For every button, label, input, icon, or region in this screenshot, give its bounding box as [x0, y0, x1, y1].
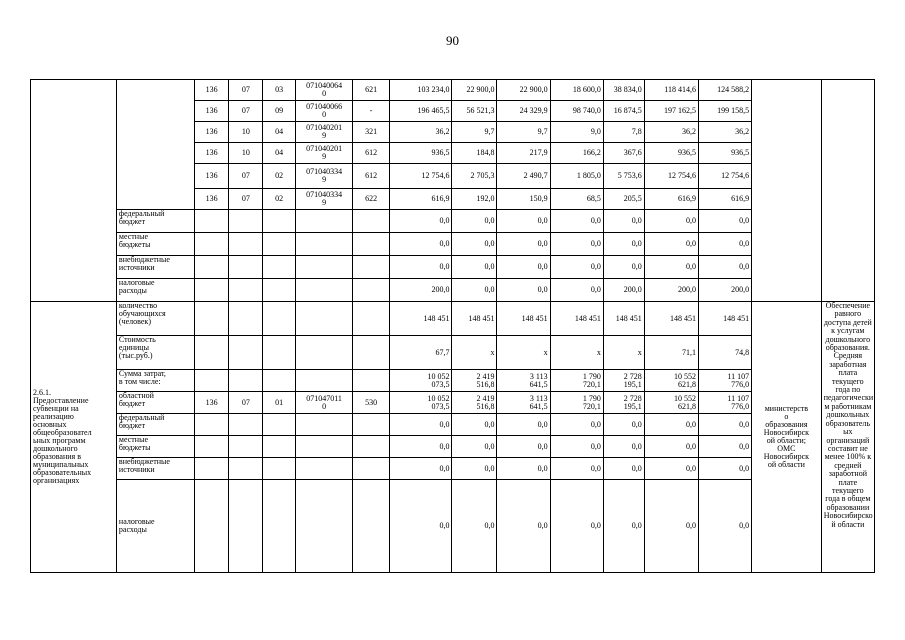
value-y4-cell: 200,0 [603, 279, 644, 302]
code-csr-cell [295, 302, 352, 336]
value-y3-cell: 9,0 [550, 122, 603, 143]
code-vr-cell: 621 [353, 80, 390, 101]
table-row [31, 279, 875, 302]
table-row [31, 210, 875, 233]
value-y5-cell: 0,0 [644, 256, 698, 279]
value-y1-cell: 0,0 [452, 480, 497, 573]
code-rz-cell [229, 480, 263, 573]
value-y1-cell: 2 705,3 [452, 164, 497, 189]
code-pr-cell: 03 [263, 80, 296, 101]
code-csr-cell: 071047011 0 [295, 392, 352, 414]
code-rz-cell [229, 458, 263, 480]
code-gr-cell [194, 458, 229, 480]
value-total-cell: 0,0 [390, 480, 452, 573]
value-y6-cell: 11 107 776,0 [698, 370, 751, 392]
code-csr-cell: 071040201 9 [295, 122, 352, 143]
value-y4-cell: 0,0 [603, 480, 644, 573]
code-gr-cell [194, 336, 229, 370]
table-row [31, 233, 875, 256]
value-y2-cell: 148 451 [497, 302, 550, 336]
value-y6-cell: 0,0 [698, 436, 751, 458]
code-pr-cell: 04 [263, 122, 296, 143]
code-rz-cell [229, 302, 263, 336]
code-csr-cell: 071040064 0 [295, 80, 352, 101]
value-y1-cell: 0,0 [452, 210, 497, 233]
value-y1-cell: x [452, 336, 497, 370]
code-pr-cell [263, 336, 296, 370]
code-pr-cell: 09 [263, 101, 296, 122]
empty-code-cell [295, 233, 352, 256]
code-gr-cell: 136 [194, 164, 229, 189]
code-rz-cell: 10 [229, 122, 263, 143]
code-vr-cell: 622 [353, 189, 390, 210]
empty-code-cell [263, 233, 296, 256]
value-y2-cell: 0,0 [497, 233, 550, 256]
value-y6-cell: 616,9 [698, 189, 751, 210]
code-vr-cell: 530 [353, 392, 390, 414]
value-y6-cell: 936,5 [698, 143, 751, 164]
value-y1-cell: 184,8 [452, 143, 497, 164]
value-y1-cell: 22 900,0 [452, 80, 497, 101]
value-y3-cell: 0,0 [550, 414, 603, 436]
row-label-cell: областной бюджет [116, 392, 194, 414]
empty-code-cell [229, 210, 263, 233]
row-label-cell: внебюджетные источники [116, 458, 194, 480]
code-vr-cell: 612 [353, 143, 390, 164]
code-rz-cell: 07 [229, 164, 263, 189]
empty-code-cell [263, 210, 296, 233]
prev-executor-cell [752, 80, 822, 302]
value-y5-cell: 118 414,6 [644, 80, 698, 101]
table-body [31, 80, 875, 573]
code-csr-cell: 071040334 9 [295, 189, 352, 210]
code-csr-cell: 071040201 9 [295, 143, 352, 164]
code-gr-cell: 136 [194, 392, 229, 414]
value-y6-cell: 0,0 [698, 458, 751, 480]
value-y3-cell: 1 790 720,1 [550, 370, 603, 392]
row-label-cell: местные бюджеты [116, 233, 194, 256]
empty-code-cell [194, 256, 229, 279]
empty-code-cell [353, 233, 390, 256]
code-vr-cell [353, 436, 390, 458]
value-y3-cell: 1 790 720,1 [550, 392, 603, 414]
code-vr-cell [353, 336, 390, 370]
table-row [31, 458, 875, 480]
value-y3-cell: 0,0 [550, 233, 603, 256]
value-y3-cell: 0,0 [550, 279, 603, 302]
value-total-cell: 148 451 [390, 302, 452, 336]
prev-label-cell [116, 80, 194, 210]
value-y6-cell: 200,0 [698, 279, 751, 302]
value-y3-cell: 1 805,0 [550, 164, 603, 189]
value-y4-cell: 0,0 [603, 210, 644, 233]
value-y5-cell: 0,0 [644, 210, 698, 233]
empty-code-cell [229, 256, 263, 279]
table-row [31, 414, 875, 436]
value-y4-cell: 205,5 [603, 189, 644, 210]
code-vr-cell [353, 480, 390, 573]
value-y2-cell: 0,0 [497, 458, 550, 480]
empty-code-cell [353, 210, 390, 233]
value-y1-cell: 0,0 [452, 436, 497, 458]
empty-code-cell [229, 279, 263, 302]
row-label-cell: местные бюджеты [116, 436, 194, 458]
value-y5-cell: 616,9 [644, 189, 698, 210]
value-y5-cell: 0,0 [644, 436, 698, 458]
value-y3-cell: 0,0 [550, 210, 603, 233]
value-total-cell: 0,0 [390, 256, 452, 279]
value-y2-cell: 9,7 [497, 122, 550, 143]
table-row [31, 480, 875, 573]
empty-code-cell [263, 256, 296, 279]
code-gr-cell: 136 [194, 122, 229, 143]
value-y5-cell: 0,0 [644, 414, 698, 436]
code-csr-cell [295, 480, 352, 573]
value-y5-cell: 0,0 [644, 480, 698, 573]
code-pr-cell [263, 458, 296, 480]
value-y4-cell: 0,0 [603, 233, 644, 256]
value-y1-cell: 0,0 [452, 279, 497, 302]
value-y2-cell: 217,9 [497, 143, 550, 164]
table-row [31, 392, 875, 414]
code-rz-cell [229, 436, 263, 458]
value-y2-cell: x [497, 336, 550, 370]
empty-code-cell [194, 233, 229, 256]
code-csr-cell [295, 458, 352, 480]
value-total-cell: 10 052 073,5 [390, 370, 452, 392]
value-total-cell: 200,0 [390, 279, 452, 302]
value-y4-cell: 2 728 195,1 [603, 392, 644, 414]
value-y3-cell: 98 740,0 [550, 101, 603, 122]
value-y3-cell: 18 600,0 [550, 80, 603, 101]
value-y2-cell: 150,9 [497, 189, 550, 210]
value-y5-cell: 200,0 [644, 279, 698, 302]
empty-code-cell [353, 279, 390, 302]
empty-code-cell [194, 210, 229, 233]
value-y4-cell: 5 753,6 [603, 164, 644, 189]
value-y4-cell: 16 874,5 [603, 101, 644, 122]
row-label-cell: Стоимость единицы (тыс.руб.) [116, 336, 194, 370]
value-y1-cell: 56 521,3 [452, 101, 497, 122]
code-vr-cell [353, 302, 390, 336]
value-y2-cell: 2 490,7 [497, 164, 550, 189]
value-y6-cell: 0,0 [698, 233, 751, 256]
code-gr-cell [194, 414, 229, 436]
code-csr-cell: 071040334 9 [295, 164, 352, 189]
code-gr-cell: 136 [194, 101, 229, 122]
empty-code-cell [295, 256, 352, 279]
value-y5-cell: 148 451 [644, 302, 698, 336]
code-vr-cell: 321 [353, 122, 390, 143]
value-y5-cell: 0,0 [644, 458, 698, 480]
value-y1-cell: 0,0 [452, 458, 497, 480]
value-total-cell: 0,0 [390, 210, 452, 233]
row-label-cell: Сумма затрат, в том числе: [116, 370, 194, 392]
code-vr-cell [353, 370, 390, 392]
code-vr-cell [353, 458, 390, 480]
value-y5-cell: 197 162,5 [644, 101, 698, 122]
value-y1-cell: 9,7 [452, 122, 497, 143]
value-y1-cell: 2 419 516,8 [452, 392, 497, 414]
value-y3-cell: 0,0 [550, 436, 603, 458]
table-row [31, 336, 875, 370]
code-rz-cell [229, 336, 263, 370]
empty-code-cell [263, 279, 296, 302]
code-rz-cell: 07 [229, 101, 263, 122]
code-pr-cell: 02 [263, 189, 296, 210]
table-row [31, 256, 875, 279]
code-csr-cell [295, 336, 352, 370]
table-row [31, 436, 875, 458]
value-y6-cell: 0,0 [698, 414, 751, 436]
row-label-cell: федеральный бюджет [116, 414, 194, 436]
value-total-cell: 12 754,6 [390, 164, 452, 189]
value-y3-cell: 68,5 [550, 189, 603, 210]
code-gr-cell [194, 302, 229, 336]
value-total-cell: 0,0 [390, 233, 452, 256]
code-csr-cell: 071040066 0 [295, 101, 352, 122]
value-y2-cell: 0,0 [497, 436, 550, 458]
value-y6-cell: 11 107 776,0 [698, 392, 751, 414]
empty-code-cell [353, 256, 390, 279]
value-y5-cell: 36,2 [644, 122, 698, 143]
code-gr-cell [194, 370, 229, 392]
value-total-cell: 0,0 [390, 436, 452, 458]
prev-event-cell [31, 80, 117, 302]
value-y6-cell: 36,2 [698, 122, 751, 143]
row-label-cell: федеральный бюджет [116, 210, 194, 233]
value-total-cell: 936,5 [390, 143, 452, 164]
value-y2-cell: 24 329,9 [497, 101, 550, 122]
value-y4-cell: 0,0 [603, 256, 644, 279]
value-y2-cell: 0,0 [497, 414, 550, 436]
value-y4-cell: x [603, 336, 644, 370]
value-total-cell: 103 234,0 [390, 80, 452, 101]
value-total-cell: 10 052 073,5 [390, 392, 452, 414]
code-rz-cell: 07 [229, 189, 263, 210]
value-y6-cell: 74,8 [698, 336, 751, 370]
value-y4-cell: 38 834,0 [603, 80, 644, 101]
value-y5-cell: 936,5 [644, 143, 698, 164]
value-y4-cell: 0,0 [603, 436, 644, 458]
value-y2-cell: 0,0 [497, 210, 550, 233]
expected-result-cell: Обеспечение равного доступа детей к услугам дошкольного образования. Средняя заработная плата текущего года по педагогически м работникам дошкольных образователь ых организаций составит не менее 100% к средней заработной плате текущего года в общем образовании Новосибирско й области [821, 302, 874, 573]
value-total-cell: 196 465,5 [390, 101, 452, 122]
code-gr-cell [194, 436, 229, 458]
value-y1-cell: 0,0 [452, 233, 497, 256]
code-rz-cell: 07 [229, 392, 263, 414]
value-y6-cell: 124 588,2 [698, 80, 751, 101]
row-label-cell: налоговые расходы [116, 480, 194, 573]
value-y3-cell: 166,2 [550, 143, 603, 164]
code-pr-cell [263, 370, 296, 392]
code-vr-cell [353, 414, 390, 436]
value-y6-cell: 0,0 [698, 480, 751, 573]
code-pr-cell [263, 302, 296, 336]
value-y4-cell: 0,0 [603, 458, 644, 480]
page-number: 90 [446, 33, 459, 48]
code-pr-cell: 02 [263, 164, 296, 189]
value-y4-cell: 0,0 [603, 414, 644, 436]
empty-code-cell [194, 279, 229, 302]
empty-code-cell [229, 233, 263, 256]
code-gr-cell: 136 [194, 143, 229, 164]
value-y3-cell: x [550, 336, 603, 370]
value-y1-cell: 2 419 516,8 [452, 370, 497, 392]
code-pr-cell: 04 [263, 143, 296, 164]
value-y5-cell: 71,1 [644, 336, 698, 370]
value-y1-cell: 0,0 [452, 256, 497, 279]
code-pr-cell: 01 [263, 392, 296, 414]
value-total-cell: 0,0 [390, 458, 452, 480]
value-y5-cell: 10 552 621,8 [644, 370, 698, 392]
value-y1-cell: 192,0 [452, 189, 497, 210]
table-row [31, 80, 875, 101]
code-vr-cell: - [353, 101, 390, 122]
value-y6-cell: 0,0 [698, 210, 751, 233]
value-y3-cell: 0,0 [550, 480, 603, 573]
value-y4-cell: 148 451 [603, 302, 644, 336]
value-y1-cell: 0,0 [452, 414, 497, 436]
row-label-cell: количество обучающихся (человек) [116, 302, 194, 336]
value-y4-cell: 2 728 195,1 [603, 370, 644, 392]
code-rz-cell: 07 [229, 80, 263, 101]
code-rz-cell [229, 414, 263, 436]
code-pr-cell [263, 436, 296, 458]
code-vr-cell: 612 [353, 164, 390, 189]
empty-code-cell [295, 210, 352, 233]
code-rz-cell: 10 [229, 143, 263, 164]
value-y6-cell: 148 451 [698, 302, 751, 336]
value-y5-cell: 0,0 [644, 233, 698, 256]
table-row [31, 370, 875, 392]
value-total-cell: 616,9 [390, 189, 452, 210]
value-total-cell: 36,2 [390, 122, 452, 143]
row-label-cell: внебюджетные источники [116, 256, 194, 279]
code-gr-cell [194, 480, 229, 573]
executor-cell: министерств о образования Новосибирск ой области; ОМС Новосибирск ой области [752, 302, 822, 573]
value-y1-cell: 148 451 [452, 302, 497, 336]
code-pr-cell [263, 480, 296, 573]
value-y2-cell: 22 900,0 [497, 80, 550, 101]
budget-table [30, 79, 875, 573]
value-y2-cell: 3 113 641,5 [497, 370, 550, 392]
code-gr-cell: 136 [194, 189, 229, 210]
table-row [31, 302, 875, 336]
code-gr-cell: 136 [194, 80, 229, 101]
code-pr-cell [263, 414, 296, 436]
value-y4-cell: 367,6 [603, 143, 644, 164]
value-y6-cell: 0,0 [698, 256, 751, 279]
value-y2-cell: 0,0 [497, 480, 550, 573]
code-csr-cell [295, 414, 352, 436]
value-y3-cell: 0,0 [550, 458, 603, 480]
value-y2-cell: 0,0 [497, 279, 550, 302]
value-y5-cell: 10 552 621,8 [644, 392, 698, 414]
event-name-cell: 2.6.1. Предоставление субвенции на реализацию основных общеобразовател ьных программ дошкольного образования в муниципальных образовательных организациях [31, 302, 117, 573]
value-y4-cell: 7,8 [603, 122, 644, 143]
value-y6-cell: 199 158,5 [698, 101, 751, 122]
code-rz-cell [229, 370, 263, 392]
value-y2-cell: 0,0 [497, 256, 550, 279]
code-csr-cell [295, 370, 352, 392]
value-y5-cell: 12 754,6 [644, 164, 698, 189]
value-y3-cell: 148 451 [550, 302, 603, 336]
value-y2-cell: 3 113 641,5 [497, 392, 550, 414]
value-y3-cell: 0,0 [550, 256, 603, 279]
row-label-cell: налоговые расходы [116, 279, 194, 302]
value-total-cell: 0,0 [390, 414, 452, 436]
code-csr-cell [295, 436, 352, 458]
value-y6-cell: 12 754,6 [698, 164, 751, 189]
empty-code-cell [295, 279, 352, 302]
value-total-cell: 67,7 [390, 336, 452, 370]
prev-result-cell [821, 80, 874, 302]
